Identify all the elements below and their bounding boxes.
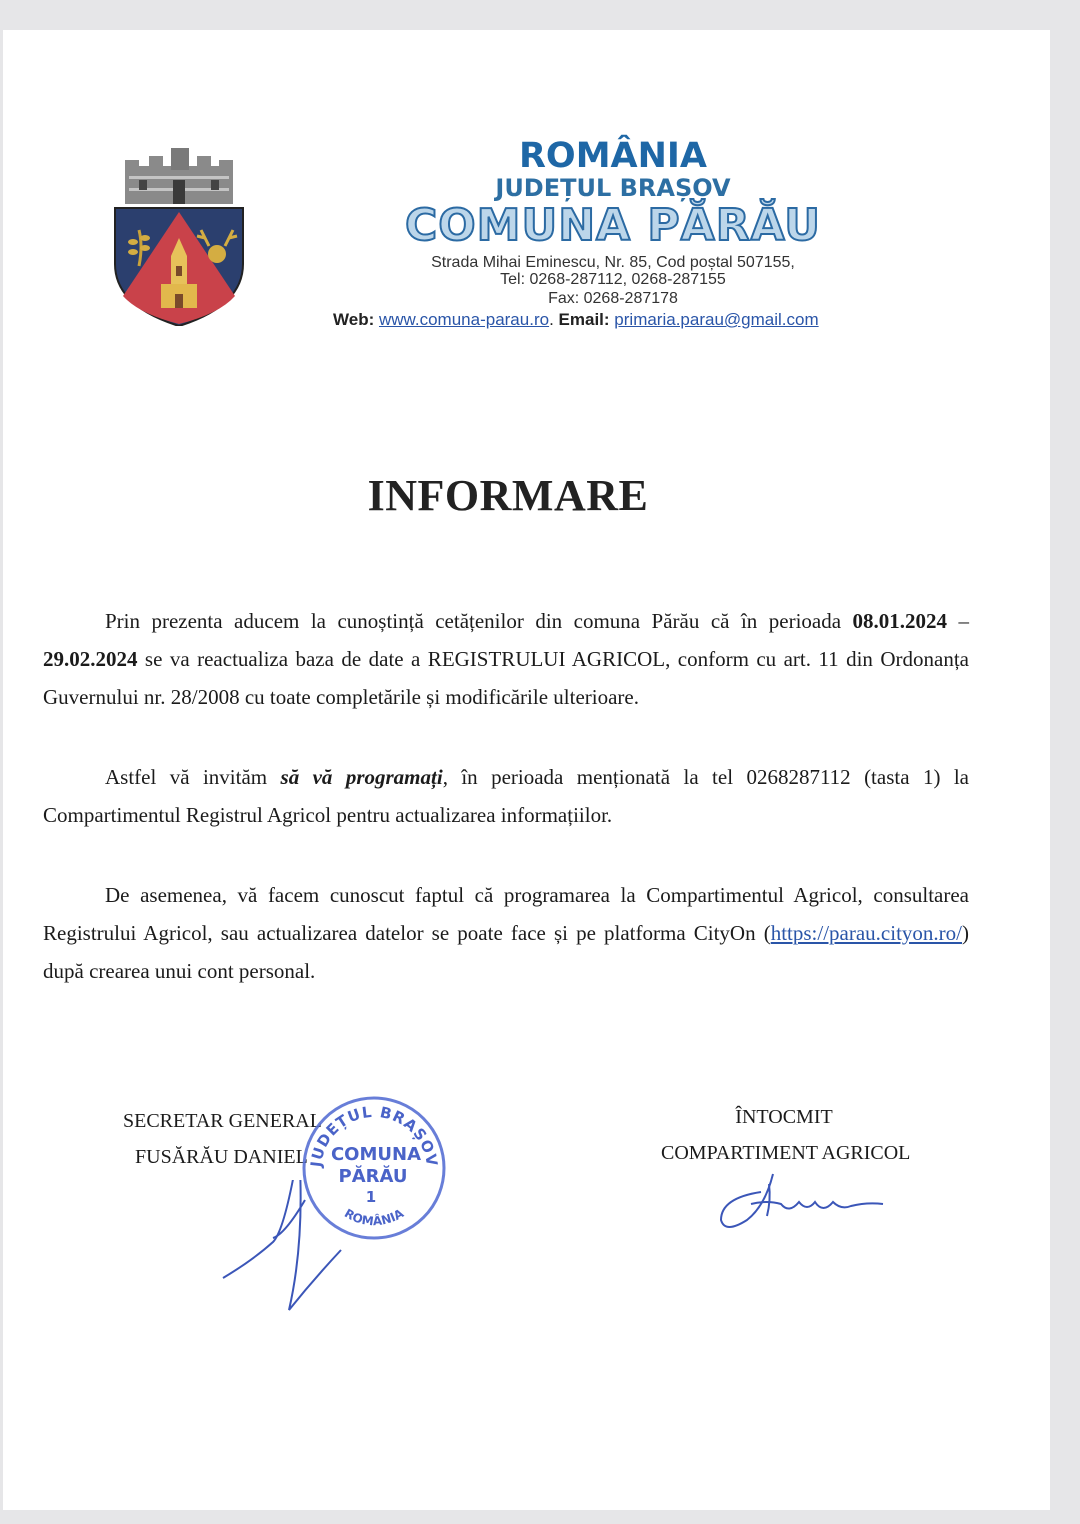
secretary-name: FUSĂRĂU DANIEL [135,1146,308,1168]
paragraph-platform [43,876,969,990]
contact-line: Web: www.comuna-parau.ro. Email: primaria.parau@gmail.com [333,310,819,329]
stamp-line-3: 1 [365,1188,377,1206]
p1-text-b: se va reactualiza baza de date a REGISTRULUI AGRICOL, conform cu art. 11 din Ordonanța Guvernului nr. 28/2008 cu toate completările și modificările ulterioare. [43,647,969,709]
prepared-department: COMPARTIMENT AGRICOL [661,1142,911,1164]
header-country: ROMÂNIA [518,136,708,176]
stamp-top-arc: JUDEȚUL BRAȘOV [307,1102,442,1169]
document-title: INFORMARE [367,471,649,520]
p2-emphasis: să vă programați [280,765,443,789]
address-line: Strada Mihai Eminescu, Nr. 85, Cod poștal 507155, [431,254,795,271]
officer-signature-icon [711,1170,891,1240]
date-start: 08.01.2024 [852,609,948,633]
email-link[interactable]: primaria.parau@gmail.com [614,310,819,329]
date-end: 29.02.2024 [43,647,138,671]
web-label: Web: [333,310,375,329]
email-label: Email: [558,310,610,329]
paragraph-appointment [43,758,969,834]
p1-dash: – [947,609,969,633]
prepared-title: ÎNTOCMIT [735,1106,833,1128]
fax-line: Fax: 0268-287178 [548,290,678,307]
secretary-title: SECRETAR GENERAL [123,1110,322,1132]
p2-text-b: , în perioada menționată la tel 0268287112 (tasta 1) la Compartimentul Registrul Agricol pentru actualizarea informațiilor. [43,765,969,827]
cityon-link[interactable]: https://parau.cityon.ro/ [770,921,962,945]
p3-text-b: ) după crearea unui cont personal. [43,921,969,983]
header-county: JUDEȚUL BRAȘOV [495,174,731,202]
stamp-bottom-arc: ROMÂNIA [341,1206,407,1229]
web-link[interactable]: www.comuna-parau.ro [378,310,550,329]
p3-text-a: De asemenea, vă facem cunoscut faptul că programarea la Compartimentul Agricol, consultarea Registrului Agricol, sau actualizarea datelor se poate face și pe platforma CityOn ( [43,883,969,945]
phone-line: Tel: 0268-287112, 0268-287155 [500,271,726,288]
secretary-signature-icon [213,1180,353,1320]
header-commune: COMUNA PĂRĂU [404,200,821,251]
stamp-line-1: COMUNA [330,1144,422,1165]
paragraph-period [43,602,969,716]
stamp-line-2: PĂRĂU [338,1166,408,1187]
document-page [3,30,1050,1510]
p2-text-a: Astfel vă invităm [105,765,281,789]
p1-text-a: Prin prezenta aducem la cunoștință cetățenilor din comuna Părău că în perioada [105,609,853,633]
